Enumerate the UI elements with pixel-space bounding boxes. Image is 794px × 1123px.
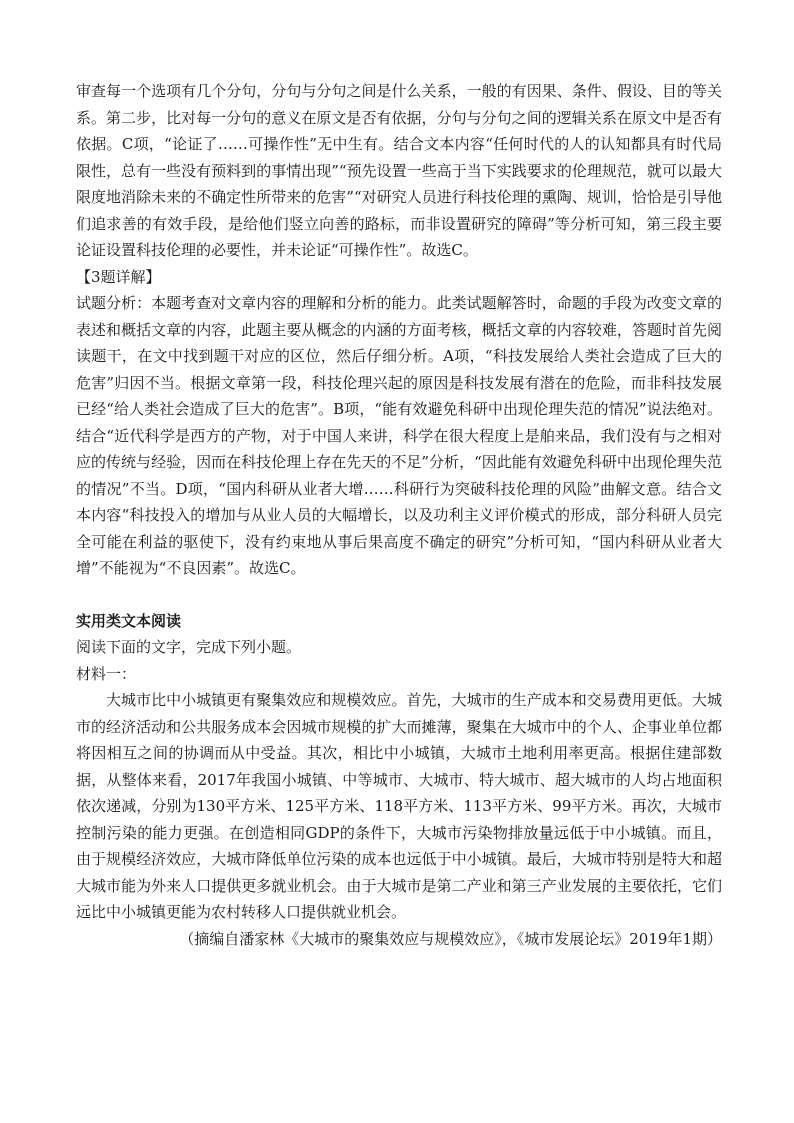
analysis-paragraph-q3: 试题分析：本题考查对文章内容的理解和分析的能力。此类试题解答时，命题的手段为改变文章的表述和概括文章的内容，此题主要从概念的内涵的方面考核，概括文章的内容较难，答题时首先阅读题干，在文中找到题干对应的区位，然后仔细分析。A项，“科技发展给人类社会造成了巨大的危害”归因不当。根据文章第一段，科技伦理兴起的原因是科技发展有潜在的危险，而非科技发展已经“给人类社会造成了巨大的危害”。B项，“能有效避免科研中出现伦理失范的情况”说法绝对。结合“近代科学是西方的产物，对于中国人来讲，科学在很大程度上是舶来品，我们没有与之相对应的传统与经验，因而在科技伦理上存在先天的不足”分析，“因此能有效避免科研中出现伦理失范的情况”不当。D项，“国内科研从业者大增……科研行为突破科技伦理的风险”曲解文意。结合文本内容“科技投入的增加与从业人员的大幅增长，以及功利主义评价模式的形成，部分科研人员完全可能在利益的驱使下，没有约束地从事后果高度不确定的研究”分析可知，“国内科研从业者大增”不能视为“不良因素”。故选C。: [76, 294, 722, 577]
material-label: 材料一：: [76, 664, 137, 683]
spacer: [76, 582, 722, 608]
section-heading: 实用类文本阅读: [76, 611, 182, 630]
q3-detail-label: 【3题详解】: [76, 267, 161, 286]
analysis-paragraph-q2: 审查每一个选项有几个分句，分句与分句之间是什么关系，一般的有因果、条件、假设、目的等关系。第二步，比对每一分句的意义在原文是否有依据，分句与分句之间的逻辑关系在原文中是否有依据。C项，“论证了……可操作性”无中生有。结合文本内容“任何时代的人的认知都具有时代局限性，总有一些没有预料到的事情出现”“预先设置一些高于当下实践要求的伦理规范，就可以最大限度地消除未来的不确定性所带来的危害”“对研究人员进行科技伦理的熏陶、规训，恰恰是引导他们追求善的有效手段，是给他们竖立向善的路标，而非设置研究的障碍”等分析可知，第三段主要论证设置科技伦理的必要性，并未论证“可操作性”。故选C。: [76, 82, 722, 259]
source-citation: （摘编自潘家林《大城市的聚集效应与规模效应》，《城市发展论坛》2019年1期）: [179, 929, 722, 948]
material-paragraph: 大城市比中小城镇更有聚集效应和规模效应。首先，大城市的生产成本和交易费用更低。大城市的经济活动和公共服务成本会因城市规模的扩大而摊薄，聚集在大城市中的个人、企事业单位都将因相互之间的协调而从中受益。其次，相比中小城镇，大城市土地利用率更高。根据住建部数据，从整体来看，2017年我国小城镇、中等城市、大城市、特大城市、超大城市的人均占地面积依次递减，分别为130平方米、125平方米、118平方米、113平方米、99平方米。再次，大城市控制污染的能力更强。在创造相同GDP的条件下，大城市污染物排放量远低于中小城镇。而且，由于规模经济效应，大城市降低单位污染的成本也远低于中小城镇。最后，大城市特别是特大和超大城市能为外来人口提供更多就业机会。由于大城市是第二产业和第三产业发展的主要依托，它们远比中小城镇更能为农村转移人口提供就业机会。: [76, 691, 722, 921]
instruction-text: 阅读下面的文字，完成下列小题。: [76, 638, 302, 656]
document-body: [76, 78, 722, 952]
